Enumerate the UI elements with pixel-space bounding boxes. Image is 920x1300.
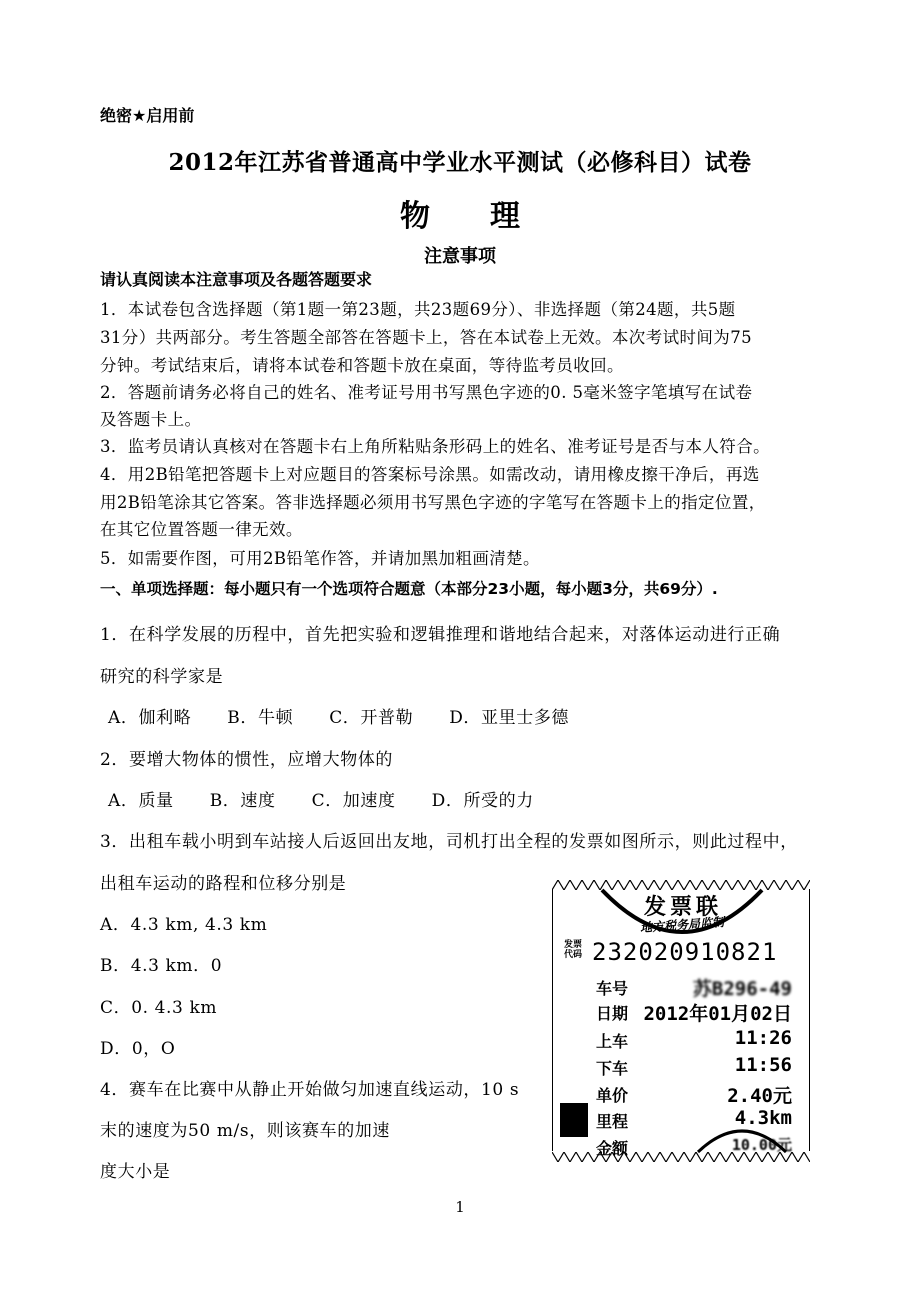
question-3-option-a: A．4.3 km, 4.3 km: [100, 915, 268, 935]
row-label: 单价: [596, 1086, 629, 1105]
notice-line: 3．监考员请认真核对在答题卡右上角所粘贴条形码上的姓名、准考证号是否与本人符合。: [100, 437, 770, 456]
notice-line: 31分）共两部分。考生答题全部答在答题卡上，答在本试卷上无效。本次考试时间为75: [100, 328, 752, 347]
row-label: 车号: [596, 979, 629, 998]
question-1-line2: 研究的科学家是: [100, 667, 224, 687]
code-value: 232020910821: [592, 938, 778, 966]
option-b: B．牛顿: [227, 708, 294, 728]
subject-title: 物 理: [400, 199, 520, 234]
taxi-receipt-figure: [552, 880, 810, 1162]
question-3-line2: 出租车运动的路程和位移分别是: [100, 874, 347, 894]
question-3-option-d: D．0，O: [100, 1039, 176, 1059]
notice-lead: 请认真阅读本注意事项及各题答题要求: [100, 270, 373, 289]
option-d: D．亚里士多德: [449, 708, 570, 728]
option-d: D．所受的力: [431, 791, 534, 811]
notice-line: 用2B铅笔涂其它答案。答非选择题必须用书写黑色字迹的字笔写在答题卡上的指定位置，: [100, 493, 766, 512]
stamp-text: 地方税务局监制: [639, 915, 725, 935]
option-b: B．速度: [209, 791, 276, 811]
row-value: 11:26: [734, 1027, 792, 1049]
page-number: 1: [455, 1198, 465, 1216]
row-label: 下车: [596, 1059, 629, 1078]
row-value: 2.40元: [727, 1085, 792, 1107]
row-value-smudged: 10.00元: [731, 1136, 792, 1154]
question-3-option-b: B．4.3 km．0: [100, 956, 223, 976]
option-a: A．伽利略: [108, 708, 192, 728]
row-label: 上车: [596, 1032, 629, 1051]
question-4-line3: 度大小是: [100, 1162, 171, 1182]
notice-line: 及答题卡上。: [100, 410, 202, 429]
notice-line: 分钟。考试结束后，请将本试卷和答题卡放在桌面，等待监考员收回。: [100, 356, 624, 375]
question-4-line1: 4．赛车在比赛中从静止开始做匀加速直线运动，10 s: [100, 1080, 520, 1100]
option-a: A．质量: [108, 791, 174, 811]
row-value-blurred: 苏B296-49: [692, 978, 792, 1000]
option-c: C．加速度: [311, 791, 396, 811]
notice-title: 注意事项: [424, 246, 496, 267]
row-value: 2012年01月02日: [643, 1003, 792, 1025]
question-3-line1: 3．出租车载小明到车站接人后返回出友地，司机打出全程的发票如图所示，则此过程中，: [100, 832, 798, 852]
option-c: C．开普勒: [329, 708, 414, 728]
question-1-line1: 1．在科学发展的历程中，首先把实验和逻辑推理和谐地结合起来，对落体运动进行正确: [100, 625, 781, 645]
receipt-header: 发票联: [644, 895, 723, 920]
row-label: 日期: [596, 1004, 629, 1023]
notice-line: 2．答题前请务必将自己的姓名、准考证号用书写黑色字迹的0. 5毫米签字笔填写在试卷: [100, 383, 753, 402]
row-label: 里程: [596, 1112, 629, 1131]
confidential-mark: 绝密★启用前: [100, 106, 195, 125]
question-2-line1: 2．要增大物体的惯性，应增大物体的: [100, 750, 394, 770]
section-header: 一、单项选择题：每小题只有一个选项符合题意（本部分23小题，每小题3分，共69分）.: [100, 580, 718, 598]
notice-line: 在其它位置答题一律无效。: [100, 520, 303, 539]
notice-line: 1．本试卷包含选择题（第1题一第23题，共23题69分）、非选择题（第24题，共5题: [100, 300, 736, 319]
black-block: [560, 1103, 588, 1137]
question-2-options: [108, 786, 570, 811]
notice-line: 4．用2B铅笔把答题卡上对应题目的答案标号涂黑。如需改动，请用橡皮擦干净后，再选: [100, 465, 760, 484]
code-label: 发票代码: [564, 940, 583, 960]
question-1-options: [108, 703, 605, 728]
row-label: 金额: [596, 1139, 629, 1158]
notice-line: 5．如需要作图，可用2B铅笔作答，并请加黑加粗画清楚。: [100, 549, 540, 568]
question-4-line2: 末的速度为50 m/s，则该赛车的加速: [100, 1121, 391, 1141]
row-value: 11:56: [734, 1054, 792, 1076]
exam-title: 2012年江苏省普通高中学业水平测试（必修科目）试卷: [168, 149, 752, 176]
question-3-option-c: C．0. 4.3 km: [100, 998, 218, 1018]
row-value: 4.3km: [734, 1107, 792, 1129]
